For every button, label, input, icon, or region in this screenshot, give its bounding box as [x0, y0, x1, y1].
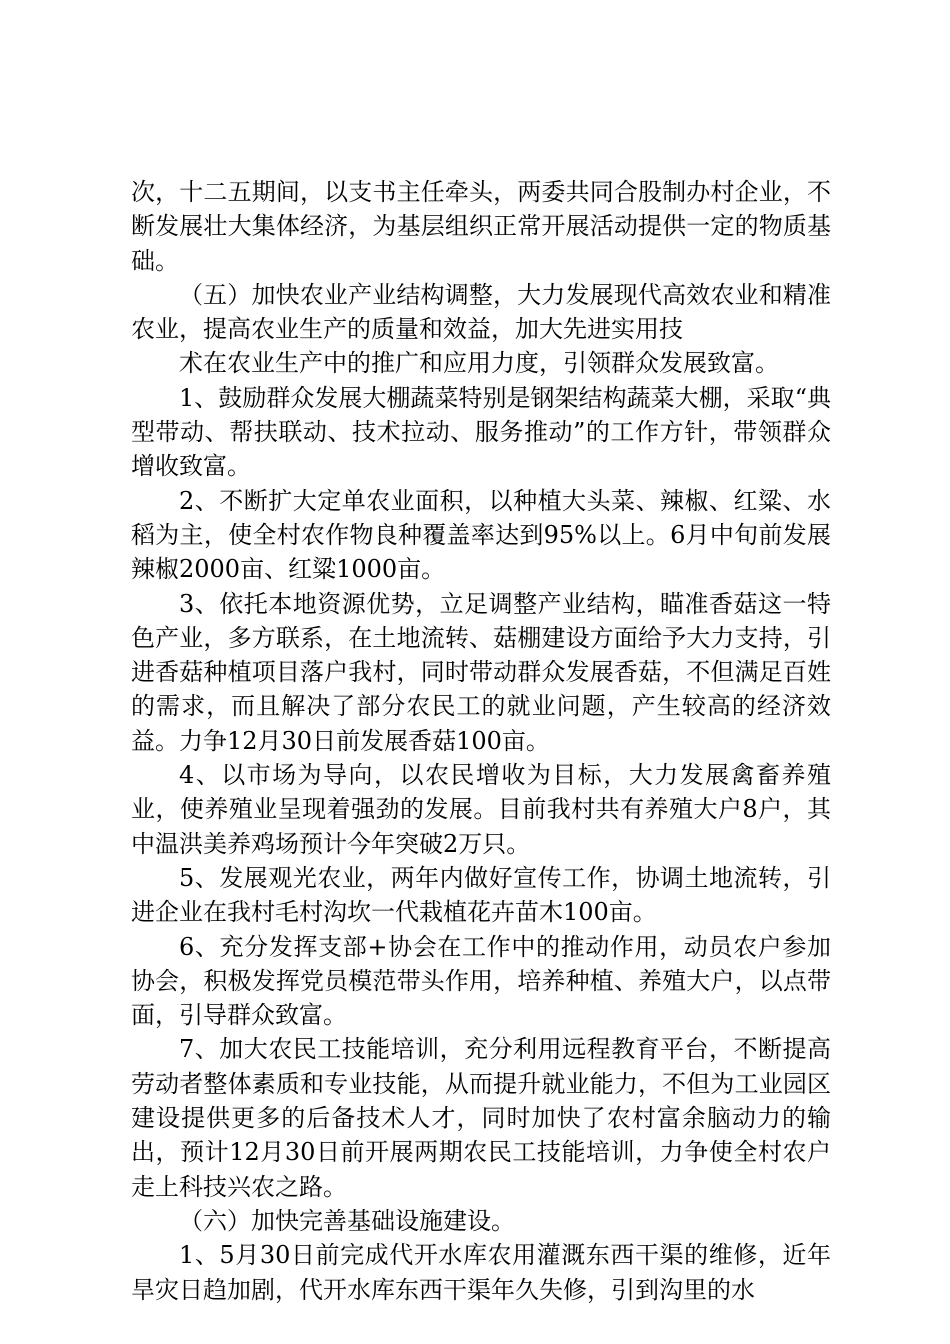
paragraph-10: 7、加大农民工技能培训，充分利用远程教育平台，不断提高劳动者整体素质和专业技能，从而提升就业能力，不但为工业园区建设提供更多的后备技术人才，同时加快了农村富余脑动力的输出，预计12月30日前开展两期农民工技能培训，力争使全村农户走上科技兴农之路。: [131, 1035, 831, 1201]
paragraph-3: 术在农业生产中的推广和应用力度，引领群众发展致富。: [179, 349, 779, 378]
paragraph-9: 6、充分发挥支部+协会在工作中的推动作用，动员农户参加协会，积极发挥党员模范带头作用，培养种植、养殖大户，以点带面，引导群众致富。: [131, 932, 831, 1030]
paragraph-6: 3、依托本地资源优势，立足调整产业结构，瞄准香菇这一特色产业，多方联系，在土地流转、菇棚建设方面给予大力支持，引进香菇种植项目落户我村，同时带动群众发展香菇，不但满足百姓的需求，而且解决了部分农民工的就业问题，产生较高的经济效益。力争12月30日前发展香菇100亩。: [131, 589, 831, 755]
paragraph-4: 1、鼓励群众发展大棚蔬菜特别是钢架结构蔬菜大棚，采取“典型带动、帮扶联动、技术拉动、服务推动”的工作方针，带领群众增收致富。: [131, 383, 831, 481]
paragraph-7: 4、以市场为导向，以农民增收为目标，大力发展禽畜养殖业，使养殖业呈现着强劲的发展。目前我村共有养殖大户8户，其中温洪美养鸡场预计今年突破2万只。: [131, 761, 831, 858]
paragraph-11: （六）加快完善基础设施建设。: [179, 1206, 515, 1235]
paragraph-12: 1、5月30日前完成代开水库农用灌溉东西干渠的维修，近年旱灾日趋加剧，代开水库东西干渠年久失修，引到沟里的水: [131, 1241, 831, 1304]
paragraph-5: 2、不断扩大定单农业面积，以种植大头菜、辣椒、红粱、水稻为主，使全村农作物良种覆盖率达到95%以上。6月中旬前发展辣椒2000亩、红粱1000亩。: [131, 486, 831, 584]
document-body: [131, 175, 831, 1307]
paragraph-1: 次，十二五期间，以支书主任牵头，两委共同合股制办村企业，不断发展壮大集体经济，为基层组织正常开展活动提供一定的物质基础。: [131, 178, 831, 275]
paragraph-2: （五）加快农业产业结构调整，大力发展现代高效农业和精准农业，提高农业生产的质量和效益，加大先进实用技: [131, 280, 831, 344]
paragraph-8: 5、发展观光农业，两年内做好宣传工作，协调土地流转，引进企业在我村毛村沟坎一代栽植花卉苗木100亩。: [131, 863, 831, 927]
